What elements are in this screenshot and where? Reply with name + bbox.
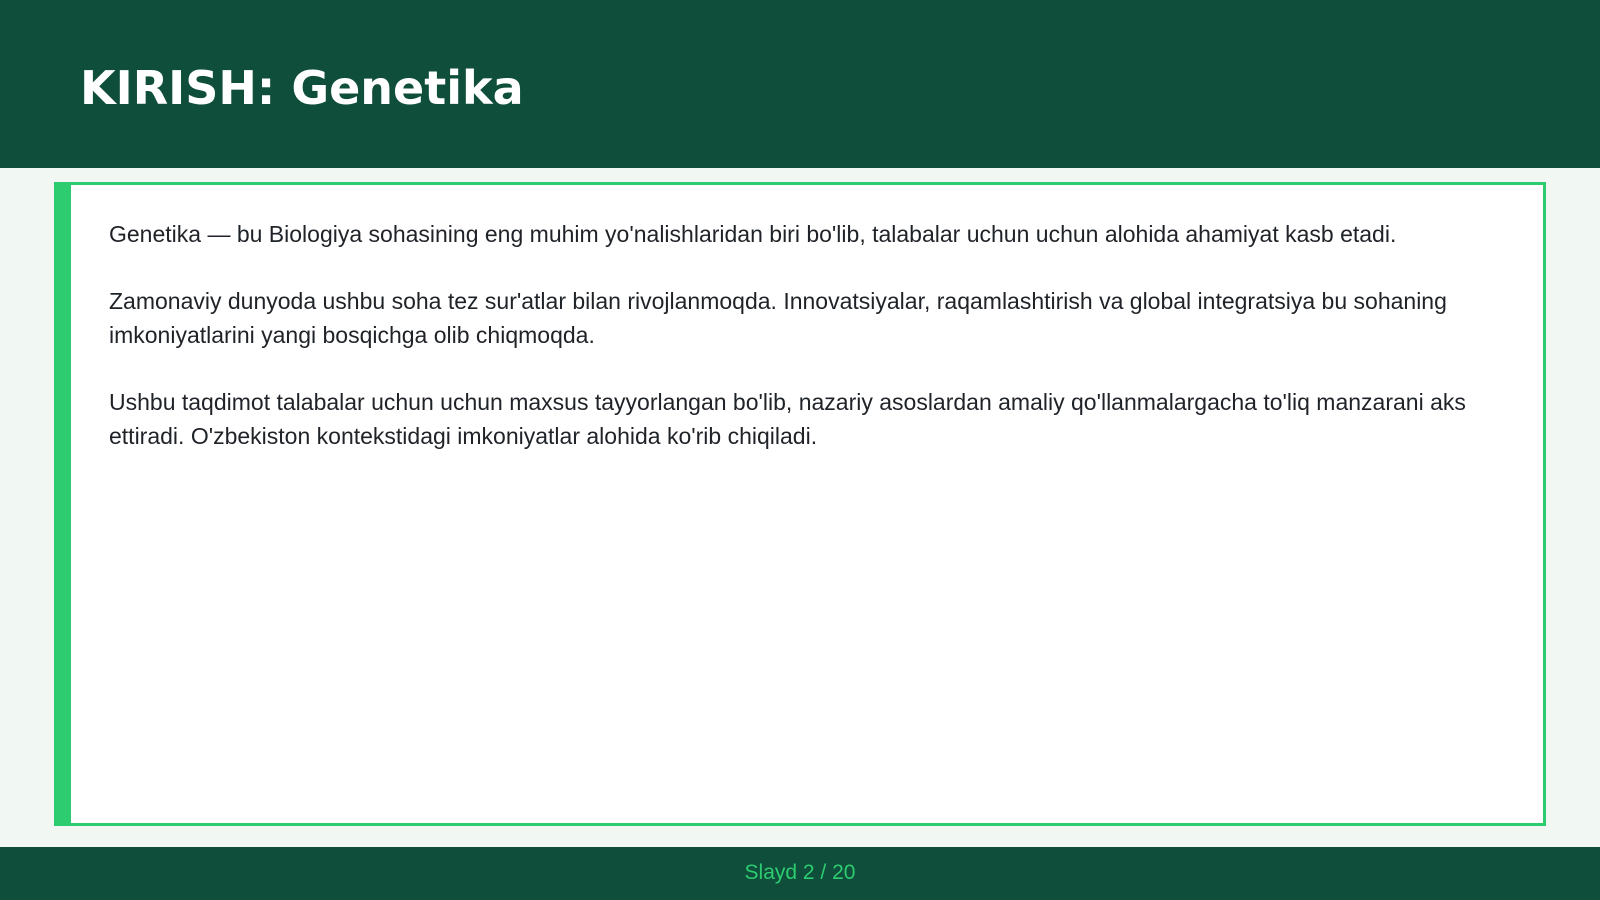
- slide-footer: [0, 847, 1600, 900]
- introduction-paragraph: Genetika — bu Biologiya sohasining eng muhim yo'nalishlaridan biri bo'lib, talabalar uchun uchun alohida ahamiyat kasb etadi.: [109, 221, 1397, 247]
- content-panel: [54, 182, 1546, 826]
- modern-development-paragraph: Zamonaviy dunyoda ushbu soha tez sur'atlar bilan rivojlanmoqda. Innovatsiyalar, raqamlashtirish va global integratsiya bu sohaning imkoniyatlarini yangi bosqichga olib chiqmoqda.: [109, 288, 1447, 348]
- slide-header: [0, 0, 1600, 168]
- presentation-purpose-paragraph: Ushbu taqdimot talabalar uchun uchun maxsus tayyorlangan bo'lib, nazariy asoslardan amaliy qo'llanmalargacha to'liq manzarani aks ettiradi. O'zbekiston kontekstidagi imkoniyatlar alohida ko'rib chiqiladi.: [109, 389, 1466, 449]
- slide-title: KIRISH: Genetika: [80, 61, 524, 115]
- slide-number: Slayd 2 / 20: [744, 861, 856, 884]
